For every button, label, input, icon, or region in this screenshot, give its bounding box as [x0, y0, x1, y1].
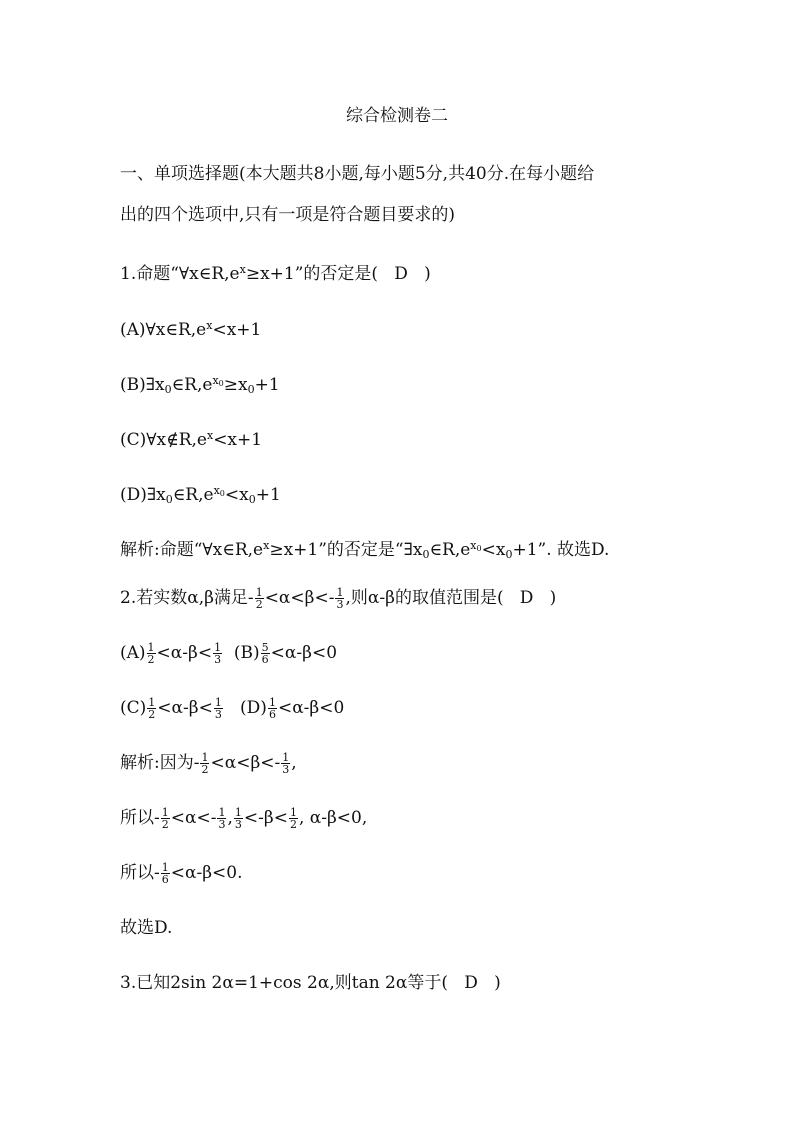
question-2-analysis-line1: 解析:因为- $\frac{1}{2}$ <α<β<- $\frac{1}{3}$ , — [120, 751, 297, 776]
fraction: $\frac{1}{3}$ — [218, 806, 226, 831]
fraction: $\frac{1}{2}$ — [289, 806, 297, 831]
question-1-option-c: $(C)\forall x\notin R,e^x<x+1$ — [120, 429, 263, 450]
fraction: $\frac{1}{2}$ — [255, 586, 263, 611]
fraction: $\frac{1}{3}$ — [214, 641, 222, 666]
fraction: $\frac{1}{3}$ — [214, 696, 222, 721]
section-heading-line1: 一、单项选择题(本大题共8小题,每小题5分,共40分.在每小题给 — [120, 164, 595, 184]
question-2-options-ab: (A) $\frac{1}{2}$ <α-β< $\frac{1}{3}$ (B) $\frac{5}{6}$ <α-β<0 — [120, 641, 338, 666]
fraction: $\frac{1}{6}$ — [268, 696, 276, 721]
question-2-analysis-line3: 所以- $\frac{1}{6}$ <α-β<0. — [120, 861, 243, 886]
fraction: $\frac{1}{2}$ — [161, 806, 169, 831]
fraction: $\frac{1}{3}$ — [336, 586, 344, 611]
question-2-options-cd: (C) $\frac{1}{2}$ <α-β< $\frac{1}{3}$ (D) $\frac{1}{6}$ <α-β<0 — [120, 696, 345, 721]
question-2-conclusion: 故选D. — [120, 918, 173, 938]
question-1-option-d: $(D)\exists x_0\in R,e^{x_0}<x_0+1$ — [120, 484, 281, 506]
question-1-stem: 1.命题“$\forall x\in R,e^x\ge x+1$”的否定是( D ) — [120, 263, 431, 284]
fraction: $\frac{1}{2}$ — [201, 751, 209, 776]
question-2-answer: D — [519, 588, 534, 608]
question-1-option-b: $(B)\exists x_0\in R,e^{x_0}\ge x_0+1$ — [120, 374, 280, 396]
fraction: $\frac{1}{3}$ — [234, 806, 242, 831]
fraction: $\frac{1}{6}$ — [161, 861, 169, 886]
page-title: 综合检测卷二 — [346, 106, 448, 126]
question-1-analysis: 解析:命题“$\forall x\in R,e^x\ge x+1$”的否定是“$\exists x_0\in R,e^{x_0}<x_0+1$”. 故选D. — [120, 539, 610, 561]
question-2-stem: 2.若实数α,β满足- $\frac{1}{2}$ <α<β<- $\frac{1}{3}$ ,则α-β的取值范围是( D ) — [120, 586, 557, 611]
section-heading-line2: 出的四个选项中,只有一项是符合题目要求的) — [120, 205, 456, 225]
fraction: $\frac{1}{3}$ — [282, 751, 290, 776]
question-3-answer: D — [464, 973, 478, 993]
question-2-analysis-line2: 所以- $\frac{1}{2}$ <α<- $\frac{1}{3}$ , $\frac{1}{3}$ <-β< $\frac{1}{2}$ , α-β<0, — [120, 806, 368, 831]
fraction: $\frac{5}{6}$ — [261, 641, 269, 666]
fraction: $\frac{1}{2}$ — [147, 641, 155, 666]
question-1-answer: D — [394, 264, 408, 284]
question-3-stem: 3.已知2sin 2α=1+cos 2α,则tan 2α等于( D ) — [120, 973, 501, 993]
fraction: $\frac{1}{2}$ — [148, 696, 156, 721]
question-1-option-a: $(A)\forall x\in R,e^x<x+1$ — [120, 319, 262, 340]
